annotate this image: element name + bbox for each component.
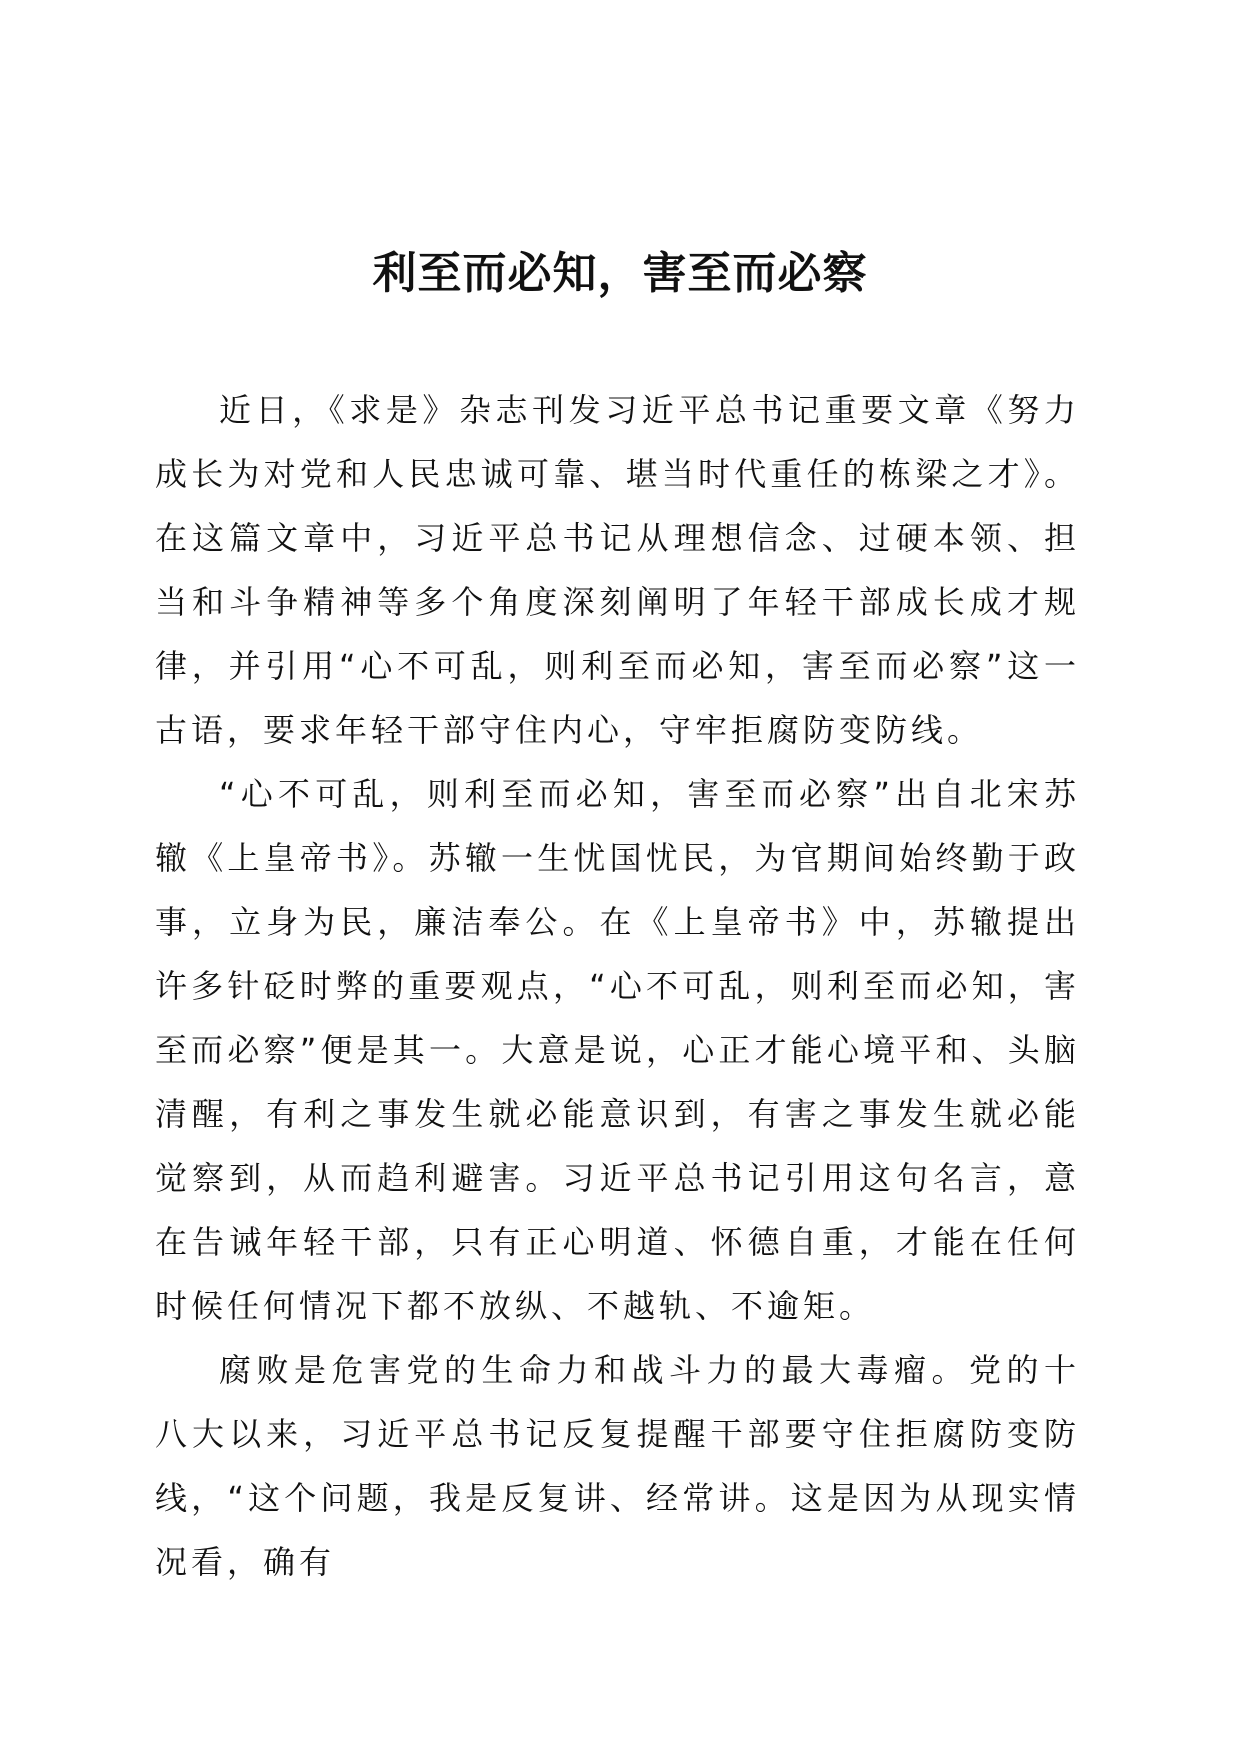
document-title: 利至而必知，害至而必察 <box>372 248 868 299</box>
paragraph-corruption: 腐败是危害党的生命力和战斗力的最大毒瘤。党的十八大以来，习近平总书记反复提醒干部要守住拒腐防变防线，“这个问题，我是反复讲、经常讲。这是因为从现实情况看，确有 <box>155 1351 1080 1581</box>
paragraph-origin: “心不可乱，则利至而必知，害至而必察”出自北宋苏辙《上皇帝书》。苏辙一生忧国忧民，为官期间始终勤于政事，立身为民，廉洁奉公。在《上皇帝书》中，苏辙提出许多针砭时弊的重要观点，“心不可乱，则利至而必知，害至而必察”便是其一。大意是说，心正才能心境平和、头脑清醒，有利之事发生就必能意识到，有害之事发生就必能觉察到，从而趋利避害。习近平总书记引用这句名言，意在告诫年轻干部，只有正心明道、怀德自重，才能在任何时候任何情况下都不放纵、不越轨、不逾矩。 <box>155 775 1080 1325</box>
document-body <box>155 378 1080 1594</box>
paragraph-intro: 近日，《求是》杂志刊发习近平总书记重要文章《努力成长为对党和人民忠诚可靠、堪当时代重任的栋梁之才》。在这篇文章中，习近平总书记从理想信念、过硬本领、担当和斗争精神等多个角度深刻阐明了年轻干部成长成才规律，并引用“心不可乱，则利至而必知，害至而必察”这一古语，要求年轻干部守住内心，守牢拒腐防变防线。 <box>155 391 1080 749</box>
